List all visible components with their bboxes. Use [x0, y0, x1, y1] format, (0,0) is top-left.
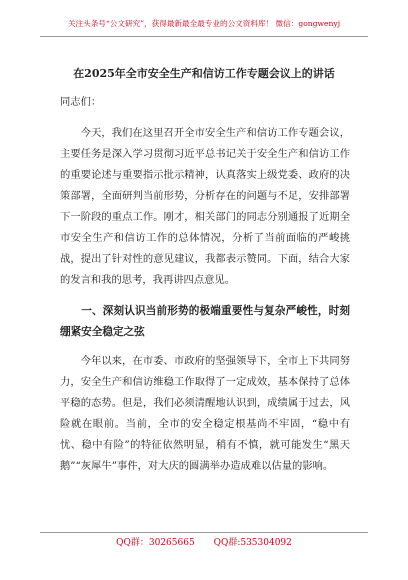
document-body: [60, 92, 350, 477]
footer-contacts: [40, 536, 368, 550]
intro-paragraph: 今天，我们在这里召开全市安全生产和信访工作专题会议，主要任务是深入学习贯彻习近平总书记关于安全生产和信访工作的重要论述与重要指示批示精神，认真落实上级党委、政府的决策部署，全面研判当前形势，分析存在的问题与不足，安排部署下一阶段的重点工作。刚才，相关部门的同志分别通报了近期全市安全生产和信访工作的总体情况，分析了当前面临的严峻挑战，提出了针对性的意见建议，我都表示赞同。下面，结合大家的发言和我的思考，我再讲四点意见。: [60, 127, 350, 286]
section-paragraph-1: 今年以来，在市委、市政府的坚强领导下，全市上下共同努力，安全生产和信访维稳工作取得了一定成效，基本保持了总体平稳的态势。但是，我们必须清醒地认识到，成绩属于过去，风险就在眼前。当前，全市的安全稳定根基尚不牢固，“稳中有忧、稳中有险”的特征依然明显，稍有不慎，就可能发生“黑天鹅”“灰犀牛”事件，对大庆的圆满举办造成难以估量的影响。: [60, 355, 350, 472]
footer-divider: [40, 532, 368, 533]
header-promo: 关注头条号“公文研究”，获得最新最全最专业的公文资料库！ 微信：gongwenyj: [67, 19, 341, 28]
section-heading-1: 一、深刻认识当前形势的极端重要性与复杂严峻性，时刻绷紧安全稳定之弦: [60, 305, 350, 338]
salutation: 同志们：: [60, 96, 102, 108]
footer-qq-group-2: QQ群:535304092: [213, 538, 292, 548]
header-divider: [40, 36, 368, 37]
document-title: 在2025年全市安全生产和信访工作专题会议上的讲话: [73, 67, 335, 80]
footer-qq-group-1: QQ群：30265665: [116, 538, 195, 548]
